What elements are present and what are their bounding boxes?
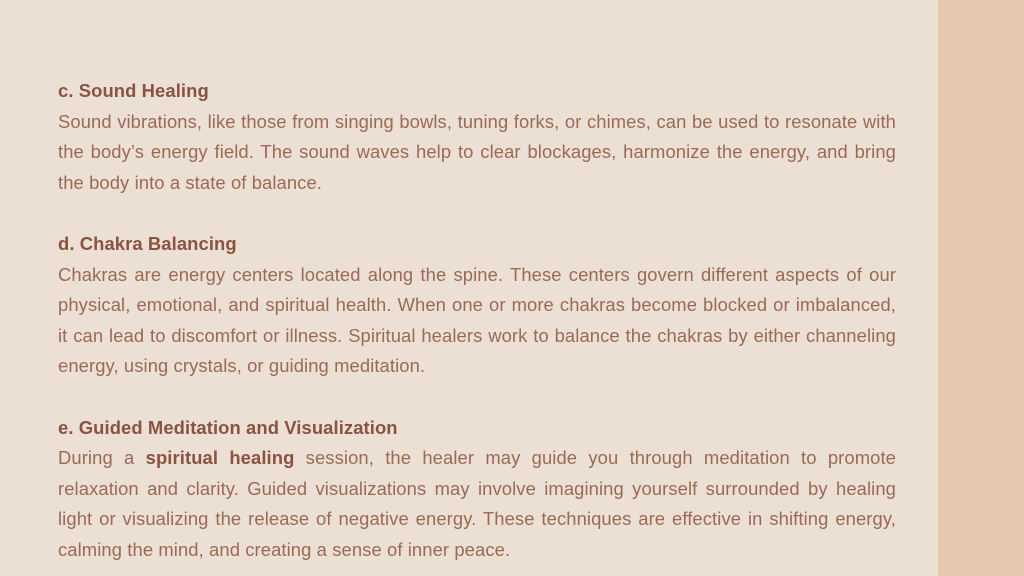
section-heading: c. Sound Healing	[58, 80, 209, 101]
section-sound-healing	[58, 76, 896, 198]
section-body: Sound vibrations, like those from singing bowls, tuning forks, or chimes, can be used to resonate with the body’s energy field. The sound waves help to clear blockages, harmonize the energy, and bring the body into a state of balance.	[58, 110, 896, 193]
section-body	[58, 443, 896, 565]
section-body: Chakras are energy centers located along the spine. These centers govern different aspects of our physical, emotional, and spiritual health. When one or more chakras become blocked or imbalanced, it can lead to discomfort or illness. Spiritual healers work to balance the chakras by either channeling energy, using crystals, or guiding meditation.	[58, 263, 896, 377]
decorative-side-band	[938, 0, 1024, 576]
section-heading: d. Chakra Balancing	[58, 232, 237, 254]
section-chakra-balancing	[58, 229, 896, 382]
body-text-start: During a	[58, 447, 146, 469]
content-area	[58, 76, 896, 566]
body-text-end: session, the healer may guide you through meditation to promote relaxation and clarity. Guided visualizations may involve imagining yourself surrounded by healing light or visualizing the release of negative energy. These techniques are effective in shifting energy, calming the mind, and creating a sense of inner peace.	[58, 447, 897, 560]
section-guided-meditation	[58, 413, 896, 566]
section-heading: e. Guided Meditation and Visualization	[58, 416, 398, 438]
highlight-link-spiritual-healing[interactable]: spiritual healing	[145, 447, 295, 469]
